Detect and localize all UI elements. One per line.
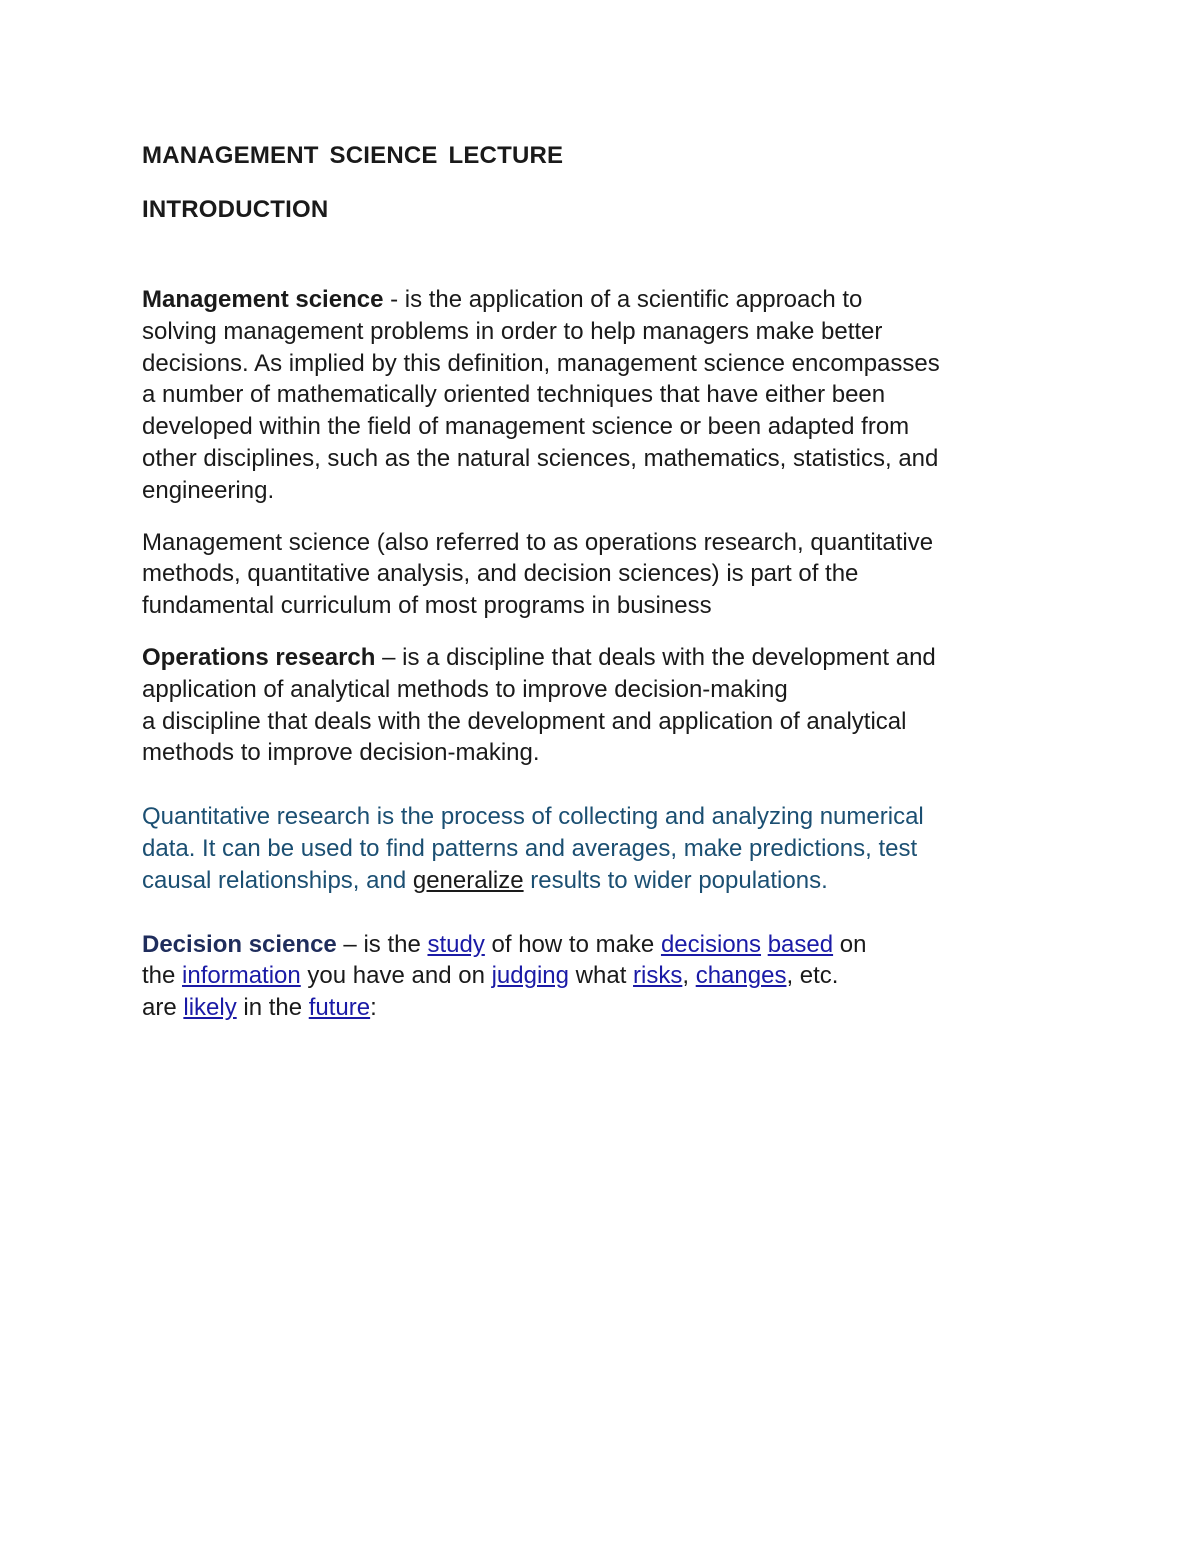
link-based[interactable]: based <box>767 930 834 958</box>
paragraph-text: , <box>682 962 696 990</box>
paragraph-line: Quantitative research is the process of collecting and analyzing numerical <box>142 803 924 831</box>
paragraph-line: Management science (also referred to as operations research, quantitative <box>142 528 934 556</box>
operations-research-paragraph <box>142 642 1072 769</box>
link-decisions[interactable]: decisions <box>660 930 762 958</box>
paragraph-text: : <box>370 994 377 1022</box>
link-risks[interactable]: risks <box>633 962 683 990</box>
paragraph-line <box>142 929 1072 961</box>
paragraph-text: what <box>569 962 634 990</box>
paragraph-line <box>142 865 1072 897</box>
management-science-paragraph <box>142 284 1072 507</box>
paragraph-text: results to wider populations. <box>523 866 828 894</box>
paragraph-text: of how to make <box>484 930 661 958</box>
paragraph-line: data. It can be used to find patterns and averages, make predictions, test <box>142 834 918 862</box>
paragraph-text <box>761 931 768 958</box>
link-future[interactable]: future <box>308 994 371 1022</box>
paragraph-line: methods to improve decision-making. <box>142 739 540 767</box>
paragraph-line: a number of mathematically oriented techniques that have either been <box>142 381 886 409</box>
paragraph-line: methods, quantitative analysis, and decision sciences) is part of the <box>142 560 859 588</box>
link-information[interactable]: information <box>182 962 301 990</box>
quantitative-research-paragraph <box>142 801 1072 896</box>
term-management-science: Management science <box>142 286 384 313</box>
paragraph-line: solving management problems in order to help managers make better <box>142 317 883 345</box>
link-study[interactable]: study <box>427 930 485 958</box>
paragraph-line <box>142 284 1072 316</box>
paragraph-line: a discipline that deals with the development and application of analytical <box>142 707 907 735</box>
link-judging[interactable]: judging <box>491 962 569 990</box>
also-referred-paragraph <box>142 527 1072 622</box>
term-separator: – <box>336 930 364 958</box>
paragraph-line <box>142 642 1072 674</box>
paragraph-line: other disciplines, such as the natural sciences, mathematics, statistics, and <box>142 444 939 472</box>
paragraph-text: on <box>833 930 867 958</box>
term-operations-research: Operations research <box>142 643 376 671</box>
decision-science-paragraph <box>142 929 1072 1024</box>
paragraph-text: in the <box>236 994 309 1022</box>
paragraph-text: – is a discipline that deals with the development and <box>375 643 936 671</box>
term-separator: - <box>383 286 405 313</box>
paragraph-text: is the application of a scientific approach to <box>404 286 863 313</box>
paragraph-text: you have and on <box>300 962 492 990</box>
paragraph-text: , etc. <box>786 962 839 990</box>
paragraph-line <box>142 960 1072 992</box>
paragraph-line <box>142 992 1072 1024</box>
link-generalize[interactable]: generalize <box>412 866 524 894</box>
paragraph-text: are <box>142 994 184 1022</box>
document-body <box>142 138 1072 1044</box>
document-title: MANAGEMENT SCIENCE LECTURE <box>142 142 564 169</box>
link-likely[interactable]: likely <box>183 994 237 1022</box>
paragraph-line: engineering. <box>142 476 275 504</box>
paragraph-line: developed within the field of management science or been adapted from <box>142 413 910 441</box>
paragraph-line: application of analytical methods to improve decision-making <box>142 675 788 703</box>
term-decision-science: Decision science <box>142 930 337 958</box>
paragraph-text: the <box>142 962 183 990</box>
section-heading: INTRODUCTION <box>142 196 329 223</box>
paragraph-line: fundamental curriculum of most programs in business <box>142 592 712 620</box>
paragraph-line: decisions. As implied by this definition, management science encompasses <box>142 349 940 377</box>
paragraph-text: is the <box>363 930 428 958</box>
paragraph-text: causal relationships, and <box>142 866 413 894</box>
link-changes[interactable]: changes <box>695 962 787 990</box>
